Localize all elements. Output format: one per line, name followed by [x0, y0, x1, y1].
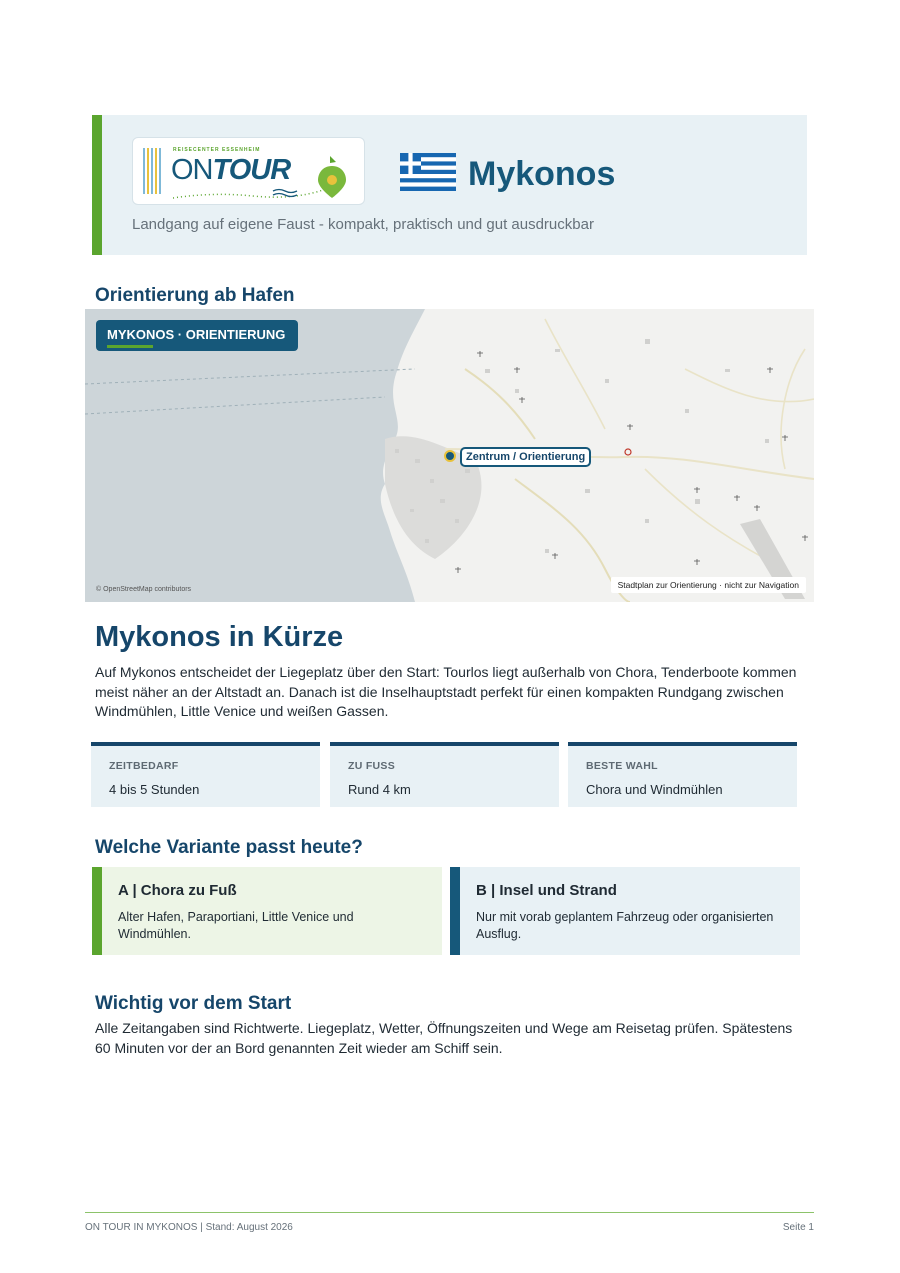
- logo-tour-text: TOUR: [212, 154, 291, 186]
- logo-stripes-icon: [143, 148, 165, 194]
- variant-title: B | Insel und Strand: [476, 882, 617, 899]
- variant-accent-bar: [92, 867, 102, 955]
- fact-card: [91, 742, 320, 807]
- location-pin-icon: [316, 154, 348, 198]
- fact-label: ZU FUSS: [348, 760, 396, 772]
- footer-text: ON TOUR IN MYKONOS | Stand: August 2026: [85, 1222, 293, 1233]
- map-credit: © OpenStreetMap contributors: [96, 586, 192, 593]
- fact-value: 4 bis 5 Stunden: [109, 782, 200, 797]
- map-note: Stadtplan zur Orientierung · nicht zur Navigation: [611, 577, 806, 593]
- fact-label: ZEITBEDARF: [109, 760, 179, 772]
- header-accent-bar: [92, 115, 102, 255]
- variant-text: Nur mit vorab geplantem Fahrzeug oder organisierten Ausflug.: [476, 910, 774, 941]
- logo-wave-icon: [173, 188, 323, 202]
- variant-text: Alter Hafen, Paraportiani, Little Venice und Windmühlen.: [118, 910, 354, 941]
- fact-card: [568, 742, 797, 807]
- variant-card-b: [450, 867, 800, 955]
- greece-flag-icon: [400, 153, 456, 191]
- page-subtitle: Landgang auf eigene Faust - kompakt, praktisch und gut ausdruckbar: [132, 216, 594, 233]
- logo-wordmark: [171, 154, 290, 187]
- fact-value: Chora und Windmühlen: [586, 782, 723, 797]
- map-tag-text: MYKONOS · ORIENTIERUNG: [107, 327, 286, 342]
- logo-on-text: ON: [171, 154, 213, 186]
- map-title-tag: [96, 320, 298, 351]
- variant-card-a: [92, 867, 442, 955]
- map-marker-icon: [444, 450, 456, 462]
- page-title: Mykonos: [468, 155, 616, 193]
- summary-heading: Mykonos in Kürze: [95, 621, 344, 653]
- fact-value: Rund 4 km: [348, 782, 411, 797]
- summary-intro: Auf Mykonos entscheidet der Liegeplatz über den Start: Tourlos liegt außerhalb von Chora, Tenderboote kommen meist näher an der Altstadt an. Danach ist die Inselhauptstadt perfekt für einen kompakten Rundgang zwischen Windmühlen, Little Venice und weißen Gassen.: [95, 664, 797, 719]
- ontour-logo: [132, 137, 365, 205]
- fact-label: BESTE WAHL: [586, 760, 658, 772]
- variant-title: A | Chora zu Fuß: [118, 882, 237, 899]
- fact-card: [330, 742, 559, 807]
- variant-accent-bar: [450, 867, 460, 955]
- notice-text: Alle Zeitangaben sind Richtwerte. Liegeplatz, Wetter, Öffnungszeiten und Wege am Reisetag prüfen. Spätestens 60 Minuten vor der an Bord genannten Zeit wieder am Schiff sein.: [95, 1020, 793, 1056]
- map-marker-label: Zentrum / Orientierung: [460, 447, 591, 467]
- map-section-heading: Orientierung ab Hafen: [95, 285, 295, 306]
- page-number: Seite 1: [782, 1222, 814, 1233]
- notice-heading: Wichtig vor dem Start: [95, 993, 292, 1014]
- footer-divider: [85, 1212, 814, 1213]
- map-tag-underline: [107, 345, 153, 348]
- orientation-map: [85, 309, 814, 602]
- variants-heading: Welche Variante passt heute?: [95, 837, 363, 858]
- facts-row: [91, 742, 798, 807]
- logo-top-text: REISECENTER ESSENHEIM: [173, 147, 261, 153]
- header-banner: [92, 115, 807, 255]
